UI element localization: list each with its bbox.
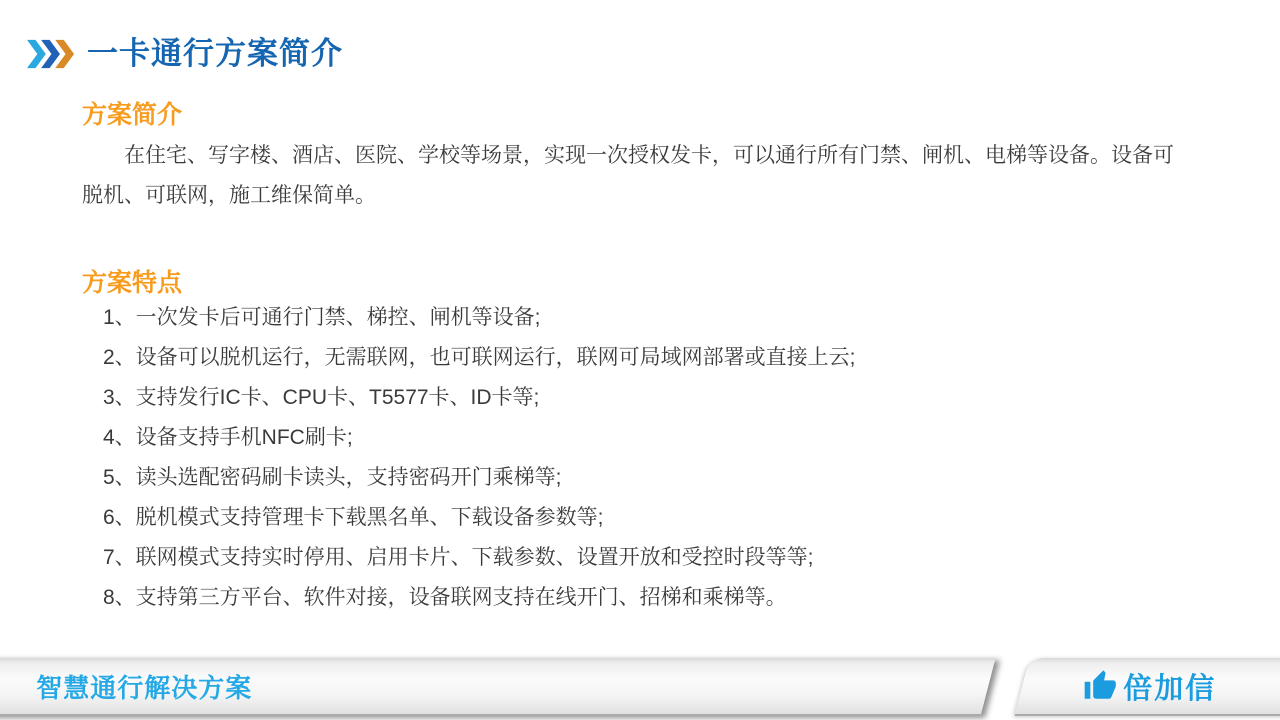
brand: [1082, 666, 1216, 707]
feature-item: 4、设备支持手机NFC刷卡;: [103, 426, 353, 449]
feature-item: 3、支持发行IC卡、CPU卡、T5577卡、ID卡等;: [103, 386, 540, 409]
intro-paragraph: 在住宅、写字楼、酒店、医院、学校等场景，实现一次授权发卡，可以通行所有门禁、闸机、电梯等设备。设备可脱机、可联网，施工维保简单。: [82, 144, 1174, 207]
feature-item: 5、读头选配密码刷卡读头，支持密码开门乘梯等;: [103, 466, 562, 489]
features-heading: 方案特点: [82, 269, 183, 297]
feature-item: 2、设备可以脱机运行，无需联网，也可联网运行，联网可局域网部署或直接上云;: [103, 346, 856, 369]
page-title: 一卡通行方案简介: [87, 36, 343, 71]
feature-item: 1、一次发卡后可通行门禁、梯控、闸机等设备;: [103, 306, 541, 329]
footer-brand-panel: [1015, 658, 1280, 716]
footer-tagline-panel: [0, 658, 995, 716]
feature-item: 7、联网模式支持实时停用、启用卡片、下载参数、设置开放和受控时段等等;: [103, 546, 814, 569]
features-list: [103, 298, 856, 618]
footer-tagline: 智慧通行解决方案: [36, 672, 253, 703]
slide-header: [27, 36, 343, 72]
feature-item: 6、脱机模式支持管理卡下载黑名单、下载设备参数等;: [103, 506, 604, 529]
feature-item: 8、支持第三方平台、软件对接，设备联网支持在线开门、招梯和乘梯等。: [103, 586, 787, 609]
triple-chevron-icon: [27, 39, 75, 69]
intro-heading: 方案简介: [82, 101, 183, 129]
thumbs-up-icon: [1082, 669, 1118, 703]
brand-name: 倍加信: [1123, 672, 1217, 705]
